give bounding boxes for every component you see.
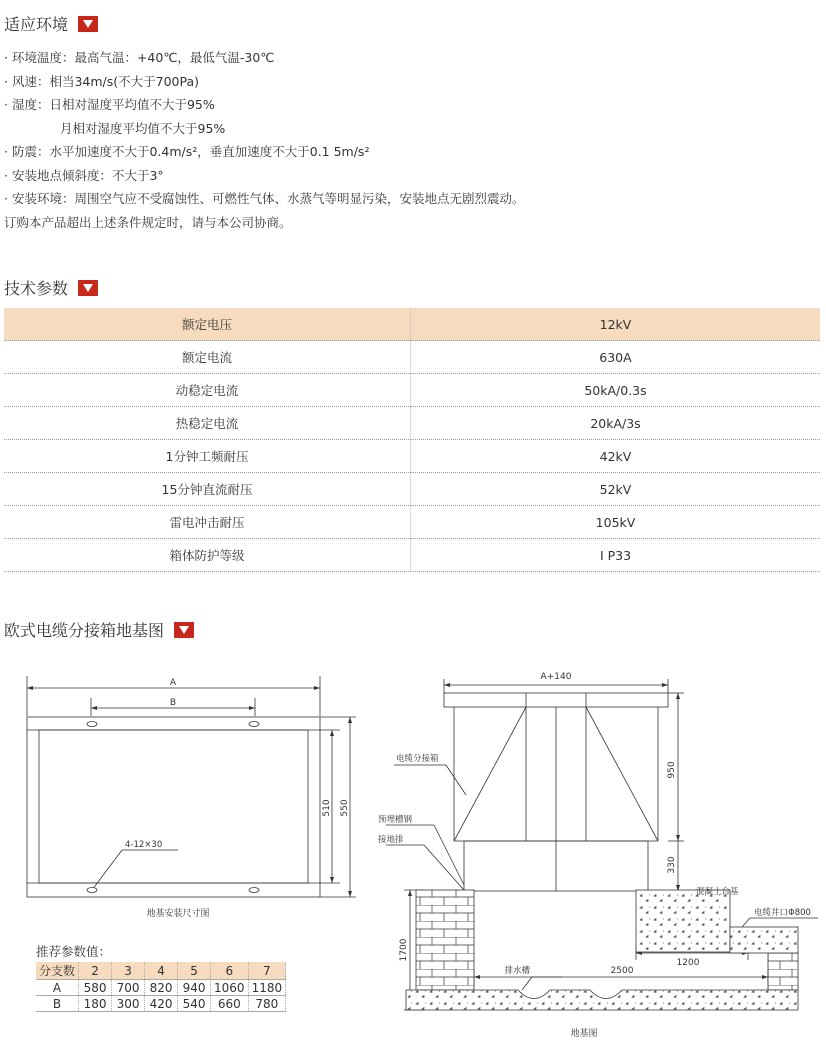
collapse-triangle-icon[interactable] (78, 16, 98, 32)
brick-wall-left (416, 890, 474, 990)
label-concrete-base: 混凝土台基 (696, 887, 739, 897)
spec-name: 15分钟直流耐压 (4, 473, 411, 506)
table-row (36, 980, 286, 996)
environment-list (4, 46, 524, 234)
table-row (4, 308, 820, 341)
section-title-text: 技术参数 (4, 279, 69, 298)
section-title-environment (4, 12, 98, 35)
spec-value: 20kA/3s (411, 407, 821, 440)
table-cell: 7 (248, 962, 286, 980)
foundation-section-drawing (372, 665, 824, 1050)
label-cable-box: 电缆分接箱 (396, 754, 439, 764)
dim-label-1700: 1700 (399, 938, 409, 962)
installation-dimension-drawing (0, 670, 370, 930)
spec-name: 额定电流 (4, 341, 411, 374)
spec-table (4, 308, 820, 572)
env-item-humidity-monthly: 月相对湿度平均值不大于95% (60, 120, 226, 136)
brick-wall-right (768, 953, 798, 990)
table-cell: 1180 (248, 980, 286, 996)
label-channel-steel: 预埋槽钢 (378, 815, 413, 825)
label-cable-well: 电缆井口Φ800 (754, 908, 811, 918)
recommend-title: 推荐参数值： (36, 944, 112, 959)
env-item-humidity: · 湿度：日相对湿度平均值不大于95% (4, 97, 215, 112)
dim-label-510: 510 (322, 799, 332, 817)
section-title-text: 适应环境 (4, 15, 69, 34)
concrete-pedestal (636, 890, 730, 952)
table-row (4, 506, 820, 539)
spec-name: 1分钟工频耐压 (4, 440, 411, 473)
spec-name: 箱体防护等级 (4, 539, 411, 572)
env-item-wind: · 风速：相当34m/s(不大于700Pa) (4, 73, 200, 89)
spec-name: 动稳定电流 (4, 374, 411, 407)
table-cell: 540 (178, 996, 211, 1012)
section-title-text: 欧式电缆分接箱地基图 (4, 621, 165, 640)
table-cell: 580 (79, 980, 112, 996)
section-title-tech (4, 276, 98, 299)
table-row (4, 539, 820, 572)
dim-label-1200: 1200 (676, 958, 700, 968)
table-cell: 4 (145, 962, 178, 980)
cable-well-slab (730, 927, 798, 953)
table-row (4, 473, 820, 506)
recommend-table (36, 962, 286, 1012)
table-cell: 180 (79, 996, 112, 1012)
table-cell: 1060 (211, 980, 249, 996)
collapse-triangle-icon[interactable] (174, 622, 194, 638)
spec-value: 52kV (411, 473, 821, 506)
table-cell: 420 (145, 996, 178, 1012)
table-row (4, 440, 820, 473)
spec-value: I P33 (411, 539, 821, 572)
dim-label-b: B (169, 698, 177, 708)
table-row (4, 341, 820, 374)
table-cell: 660 (211, 996, 249, 1012)
table-cell: 6 (211, 962, 249, 980)
table-row (36, 962, 286, 980)
collapse-triangle-icon[interactable] (78, 280, 98, 296)
dim-label-top: A+140 (540, 672, 572, 682)
table-cell: 940 (178, 980, 211, 996)
env-item-slope: · 安装地点倾斜度：不大于3° (4, 167, 164, 183)
spec-name: 热稳定电流 (4, 407, 411, 440)
drawing-caption: 地基图 (570, 1029, 598, 1039)
env-item-site: · 安装环境：周围空气应不受腐蚀性、可燃性气体、水蒸气等明显污染，安装地点无剧烈震动。 (4, 191, 525, 206)
spec-value: 630A (411, 341, 821, 374)
drawing-caption: 地基安装尺寸图 (146, 909, 210, 919)
table-cell: 分支数 (36, 962, 79, 980)
env-note: 订购本产品超出上述条件规定时，请与本公司协商。 (4, 214, 292, 230)
table-cell: 820 (145, 980, 178, 996)
table-row (4, 407, 820, 440)
foundation-slab (406, 990, 798, 1010)
table-cell: 300 (112, 996, 145, 1012)
dim-label-550: 550 (340, 799, 350, 817)
dim-label-2500: 2500 (610, 966, 634, 976)
spec-value: 12kV (411, 308, 821, 341)
spec-name: 雷电冲击耐压 (4, 506, 411, 539)
table-cell: 780 (248, 996, 286, 1012)
table-cell: B (36, 996, 79, 1012)
table-cell: 700 (112, 980, 145, 996)
env-item-quake: · 防震：水平加速度不大于0.4m/s²，垂直加速度不大于0.1 5m/s² (4, 144, 370, 159)
table-row (4, 374, 820, 407)
table-cell: 2 (79, 962, 112, 980)
section-title-foundation (4, 618, 194, 641)
table-row (36, 996, 286, 1012)
table-cell: A (36, 980, 79, 996)
spec-value: 50kA/0.3s (411, 374, 821, 407)
table-cell: 5 (178, 962, 211, 980)
env-item-temp: · 环境温度：最高气温：+40℃，最低气温-30℃ (4, 50, 275, 65)
dim-label-a: A (169, 678, 177, 688)
label-ground-bar: 接地排 (378, 835, 404, 845)
holes-label: 4-12×30 (125, 840, 163, 850)
dim-label-950: 950 (667, 761, 677, 779)
dim-label-330: 330 (667, 856, 677, 874)
spec-name: 额定电压 (4, 308, 411, 341)
label-drain: 排水槽 (504, 966, 530, 976)
spec-value: 42kV (411, 440, 821, 473)
spec-value: 105kV (411, 506, 821, 539)
table-cell: 3 (112, 962, 145, 980)
